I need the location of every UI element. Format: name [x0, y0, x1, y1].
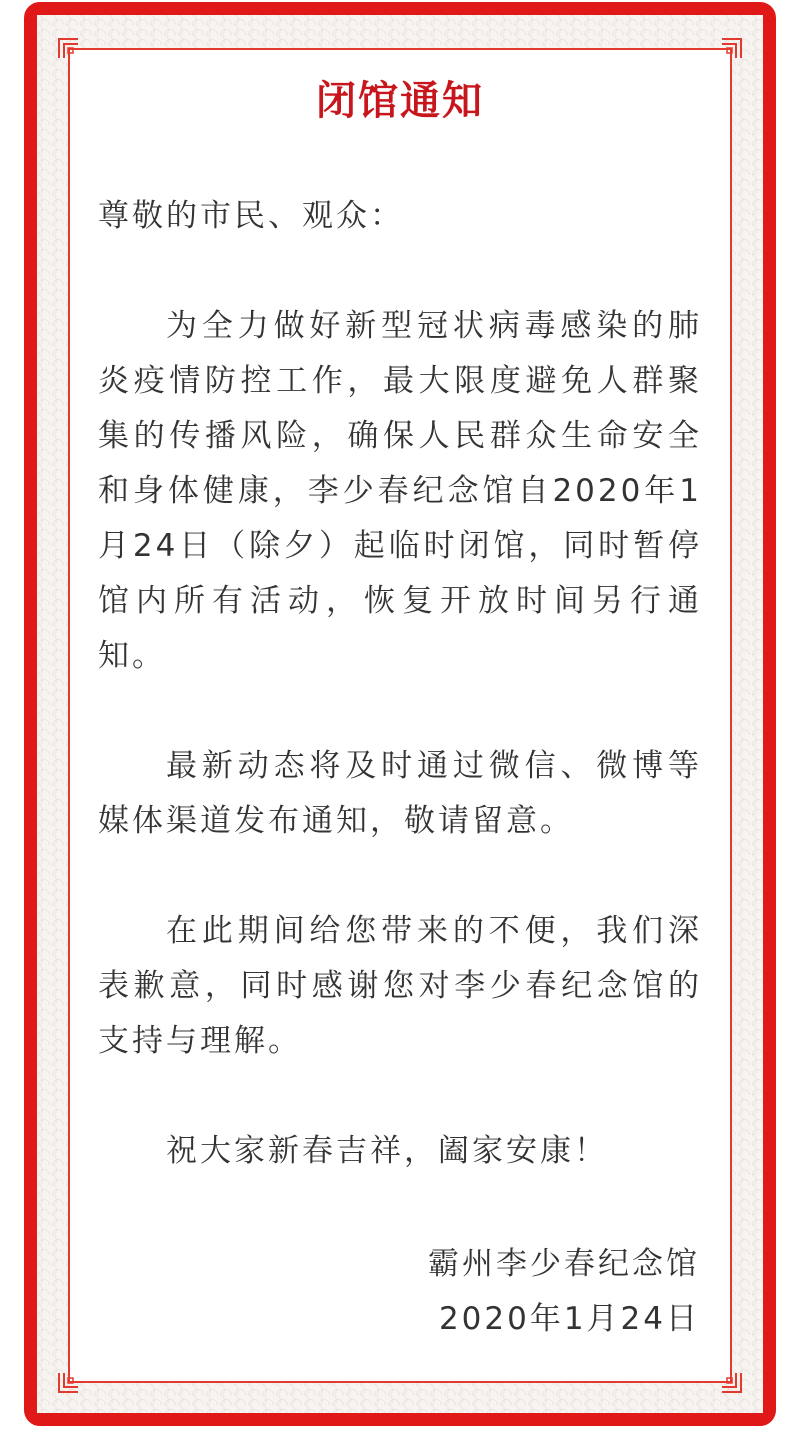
- notice-body: [98, 189, 702, 1234]
- signature-organization: 霸州李少春纪念馆: [428, 1246, 700, 1282]
- paragraph-updates: 最新动态将及时通过微信、微博等媒体渠道发布通知，敬请留意。: [98, 748, 702, 839]
- corner-ornament-icon: [721, 37, 743, 59]
- notice-title: 闭馆通知: [316, 78, 484, 124]
- signature-block: [428, 1237, 700, 1347]
- signature-date: 2020年1月24日: [438, 1301, 700, 1337]
- paragraph-greeting: 祝大家新春吉祥，阖家安康！: [166, 1133, 608, 1169]
- paragraph-closure: 为全力做好新型冠状病毒感染的肺炎疫情防控工作，最大限度避免人群聚集的传播风险，确保人民群众生命安全和身体健康，李少春纪念馆自2020年1月24日（除夕）起临时闭馆，同时暂停馆内所有活动，恢复开放时间另行通知。: [98, 308, 702, 674]
- corner-ornament-icon: [721, 1372, 743, 1394]
- corner-ornament-icon: [57, 37, 79, 59]
- salutation: 尊敬的市民、观众：: [98, 198, 404, 234]
- paragraph-apology: 在此期间给您带来的不便，我们深表歉意，同时感谢您对李少春纪念馆的支持与理解。: [98, 913, 702, 1059]
- corner-ornament-icon: [57, 1372, 79, 1394]
